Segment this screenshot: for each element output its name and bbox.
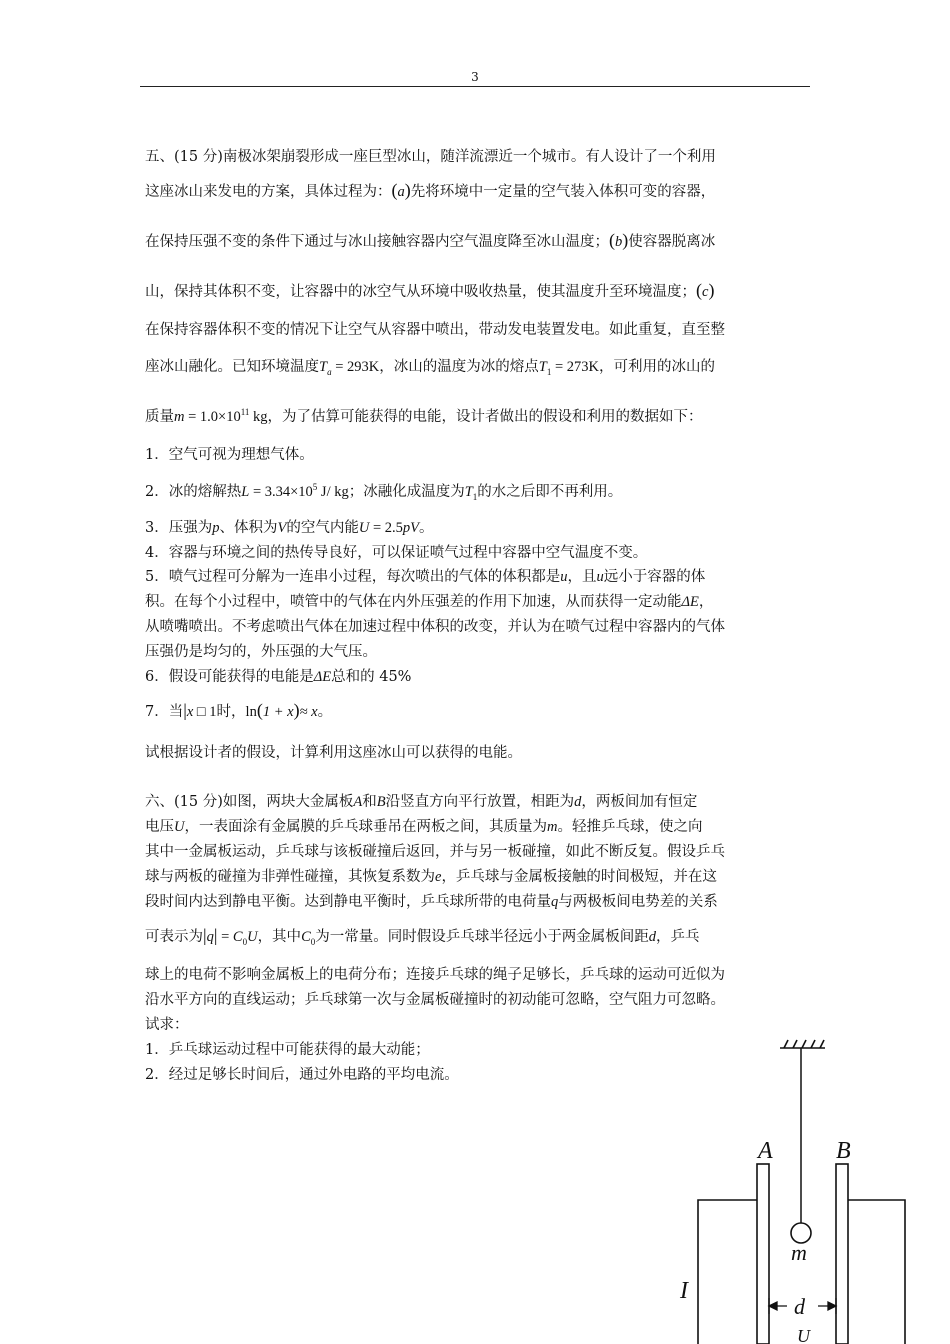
- page-number: 3: [471, 70, 479, 84]
- circuit-wire-right: [848, 1200, 905, 1344]
- p6-line-3: 其中一金属板运动，乒乓球与该板碰撞后返回，并与另一板碰撞，如此不断反复。假设乒乓: [145, 844, 725, 860]
- p6-line-4: 球与两板的碰撞为非弹性碰撞，其恢复系数为e，乒乓球与金属板接触的时间极短，并在这: [145, 869, 717, 885]
- p6-question-2: 2．经过足够长时间后，通过外电路的平均电流。: [145, 1067, 459, 1083]
- p5-assumption-3: 3．压强为p、体积为V的空气内能U = 2.5pV。: [145, 520, 434, 536]
- p6-line-8: 沿水平方向的直线运动；乒乓球第一次与金属板碰撞时的初动能可忽略，空气阻力可忽略。: [145, 992, 725, 1008]
- p6-line-5: 段时间内达到静电平衡。达到静电平衡时，乒乓球所带的电荷量q与两极板间电势差的关系: [145, 894, 718, 910]
- p5-line-5: 在保持容器体积不变的情况下让空气从容器中喷出，带动发电装置发电。如此重复，直至整: [145, 322, 725, 338]
- p5-line-2: 这座冰山来发电的方案，具体过程为：(a)先将环境中一定量的空气装入体积可变的容器，: [145, 180, 716, 200]
- p5-assumption-4: 4．容器与环境之间的热传导良好，可以保证喷气过程中容器中空气温度不变。: [145, 545, 648, 561]
- p5-assumption-1: 1．空气可视为理想气体。: [145, 447, 314, 463]
- plate-a: [757, 1164, 769, 1344]
- p5-assumption-6: 6．假设可能获得的电能是ΔE总和的 45%: [145, 669, 412, 685]
- label-m: m: [791, 1240, 807, 1265]
- problem-5: [145, 140, 810, 780]
- label-u: U: [797, 1326, 810, 1344]
- circuit-wire-left: [698, 1200, 757, 1344]
- p5-line-6: 座冰山融化。已知环境温度$T_a = 293K$，冰山的温度为冰的熔点$T_1 = 273K$，可利用的冰山的: [145, 359, 715, 377]
- p5-question: 试根据设计者的假设，计算利用这座冰山可以获得的电能。: [145, 745, 522, 761]
- p5-assumption-5c: 从喷嘴喷出。不考虑喷出气体在加速过程中体积的改变，并认为在喷气过程中容器内的气体: [145, 619, 725, 635]
- p6-line-7: 球上的电荷不影响金属板上的电荷分布；连接乒乓球的绳子足够长，乒乓球的运动可近似为: [145, 967, 725, 983]
- p5-assumption-5d: 压强仍是均匀的，外压强的大气压。: [145, 644, 377, 660]
- label-i: I: [680, 1278, 688, 1304]
- p5-assumption-7: 7．当|x □ 1时，ln(1 + x)≈ x。: [145, 700, 333, 720]
- label-d: d: [794, 1294, 805, 1319]
- p6-line-6: 可表示为$|q| = C_0U$，其中$C_0$为一常量。同时假设乒乓球半径远小于两金属板间距d，乒乓: [145, 925, 700, 947]
- p6-line-1: 六、(15 分)如图，两块大金属板A和B沿竖直方向平行放置，相距为d，两板间加有恒定: [145, 794, 698, 810]
- p5-assumption-5a: 5．喷气过程可分解为一连串小过程，每次喷出的气体的体积都是u，且u远小于容器的体: [145, 569, 706, 585]
- p5-assumption-2: 2．冰的熔解热$L = 3.34\times 10^5$ J/ kg；冰融化成温度为$T_1$的水之后即不再利用。: [145, 482, 623, 502]
- p6-line-9: 试求：: [145, 1017, 189, 1033]
- p6-question-1: 1．乒乓球运动过程中可能获得的最大动能；: [145, 1042, 430, 1058]
- pendulum-capacitor-diagram: [660, 1030, 930, 1344]
- plate-b: [836, 1164, 848, 1344]
- p5-line-4: 山，保持其体积不变，让容器中的冰空气从环境中吸收热量，使其温度升至环境温度；(c): [145, 280, 715, 300]
- label-b: B: [836, 1138, 851, 1164]
- p5-line-7: 质量$m = 1.0\times 10^{11}$ kg，为了估算可能获得的电能，设计者做出的假设和利用的数据如下：: [145, 407, 703, 425]
- label-a: A: [758, 1138, 773, 1164]
- p5-line-3: 在保持压强不变的条件下通过与冰山接触容器内空气温度降至冰山温度；(b)使容器脱离冰: [145, 230, 716, 250]
- ceiling-support: [780, 1040, 825, 1048]
- p5-line-1: 五、(15 分)南极冰架崩裂形成一座巨型冰山，随洋流漂近一个城市。有人设计了一个利用: [145, 149, 716, 165]
- p6-line-2: 电压U，一表面涂有金属膜的乒乓球垂吊在两板之间，其质量为m。轻推乒乓球，使之向: [145, 819, 703, 835]
- p5-assumption-5b: 积。在每个小过程中，喷管中的气体在内外压强差的作用下加速，从而获得一定动能ΔE，: [145, 594, 714, 610]
- header-rule: [140, 86, 810, 87]
